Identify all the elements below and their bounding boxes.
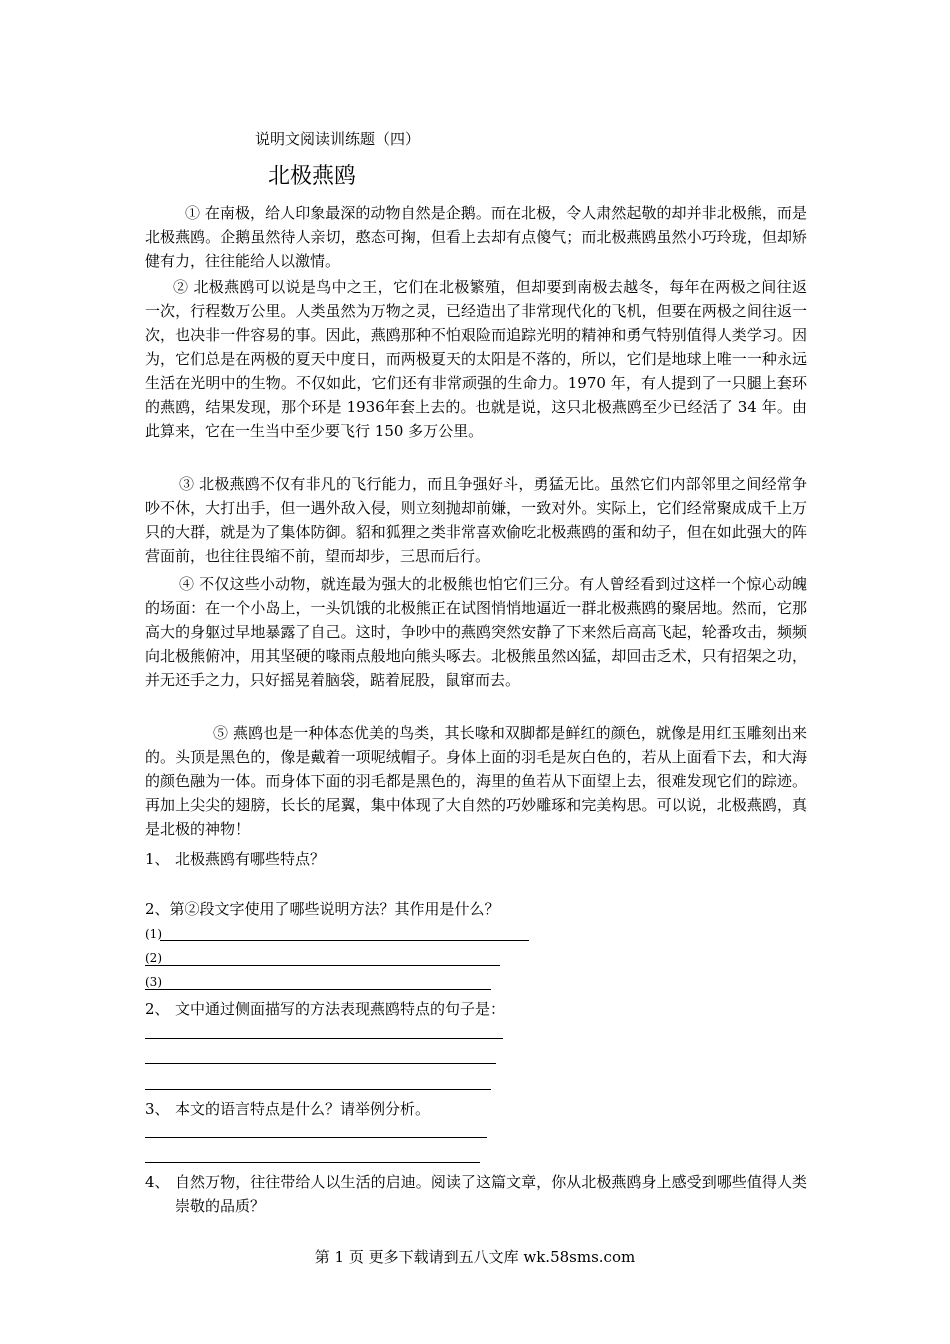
answer-line[interactable] [145,965,500,966]
question-text: 本文的语言特点是什么？请举例分析。 [175,1100,431,1118]
question-text: 文中通过侧面描写的方法表现燕鸥特点的句子是： [175,1000,506,1018]
answer-label-1: (1) [145,927,162,941]
question-2 [145,897,500,921]
answer-label-3: (3) [145,975,162,989]
paragraph-3: ③ 北极燕鸥不仅有非凡的飞行能力，而且争强好斗，勇猛无比。虽然它们内部邻里之间经常争吵不休，大打出手，但一遇外敌入侵，则立刻抛却前嫌，一致对外。实际上，它们经常聚成成千上万只的大群，就是为了集体防御。貂和狐狸之类非常喜欢偷吃北极燕鸥的蛋和幼子，但在如此强大的阵营面前，也往往畏缩不前，望而却步，三思而后行。 [145,475,807,565]
answer-line[interactable] [145,1038,503,1039]
paragraph-5: ⑤ 燕鸥也是一种体态优美的鸟类，其长喙和双脚都是鲜红的颜色，就像是用红玉雕刻出来的。头顶是黑色的，像是戴着一项呢绒帽子。身体上面的羽毛是灰白色的，若从上面看下去，和大海的颜色融为一体。而身体下面的羽毛都是黑色的，海里的鱼若从下面望上去，很难发现它们的踪迹。再加上尖尖的翅膀，长长的尾翼，集中体现了大自然的巧妙雕琢和完美构思。可以说，北极燕鸥，真是北极的神物！ [145,724,807,838]
answer-line[interactable] [145,989,491,990]
question-number: 2、 [145,1000,170,1018]
question-5 [145,1170,807,1218]
question-text: 第②段文字使用了哪些说明方法？其作用是什么？ [169,900,500,918]
question-number: 3、 [145,1100,170,1118]
question-number: 1、 [145,850,170,868]
question-number: 2、 [145,900,170,918]
question-4 [145,1097,430,1121]
doc-subtitle: 说明文阅读训练题（四） [255,130,421,148]
answer-line[interactable] [145,1063,496,1064]
answer-line[interactable] [145,1089,491,1090]
question-text: 北极燕鸥有哪些特点？ [175,850,326,868]
answer-line[interactable] [160,940,529,941]
paragraph-1: ① 在南极，给人印象最深的动物自然是企鹅。而在北极，令人肃然起敬的却并非北极熊，而是北极燕鸥。企鹅虽然待人亲切，憨态可掬，但看上去却有点傻气；而北极燕鸥虽然小巧玲珑，但却矫健有力，往往能给人以激情。 [145,204,807,270]
answer-line[interactable] [145,1137,487,1138]
doc-title: 北极燕鸥 [268,164,357,189]
question-3 [145,997,505,1021]
page-footer: 第 1 页 更多下载请到五八文库 wk.58sms.com [314,1248,636,1266]
question-number: 4、 [145,1173,170,1191]
answer-label-2: (2) [145,951,162,965]
question-1 [145,847,325,871]
answer-line[interactable] [145,1162,480,1163]
question-text: 自然万物，往往带给人以生活的启迪。阅读了这篇文章，你从北极燕鸥身上感受到哪些值得人类崇敬的品质？ [175,1173,807,1215]
paragraph-2: ② 北极燕鸥可以说是鸟中之王，它们在北极繁殖，但却要到南极去越冬，每年在两极之间往返一次，行程数万公里。人类虽然为万物之灵，已经造出了非常现代化的飞机，但要在两极之间往返一次，也决非一件容易的事。因此，燕鸥那种不怕艰险而追踪光明的精神和勇气特别值得人类学习。因为，它们总是在两极的夏天中度日，而两极夏天的太阳是不落的，所以，它们是地球上唯一一种永远生活在光明中的生物。不仅如此，它们还有非常顽强的生命力。1970 年，有人提到了一只腿上套环的燕鸥，结果发现，那个环是 1936年套上去的。也就是说，这只北极燕鸥至少已经活了 34 年。由此算来，它在一生当中至少要飞行 150 多万公里。 [145,278,807,440]
paragraph-4: ④ 不仅这些小动物，就连最为强大的北极熊也怕它们三分。有人曾经看到过这样一个惊心动魄的场面：在一个小岛上，一头饥饿的北极熊正在试图悄悄地逼近一群北极燕鸥的聚居地。然而，它那高大的身躯过早地暴露了自己。这时，争吵中的燕鸥突然安静了下来然后高高飞起，轮番攻击，频频向北极熊俯冲，用其坚硬的喙雨点般地向熊头啄去。北极熊虽然凶猛，却回击乏术，只有招架之功，并无还手之力，只好摇晃着脑袋，踮着屁股，鼠窜而去。 [145,575,807,689]
